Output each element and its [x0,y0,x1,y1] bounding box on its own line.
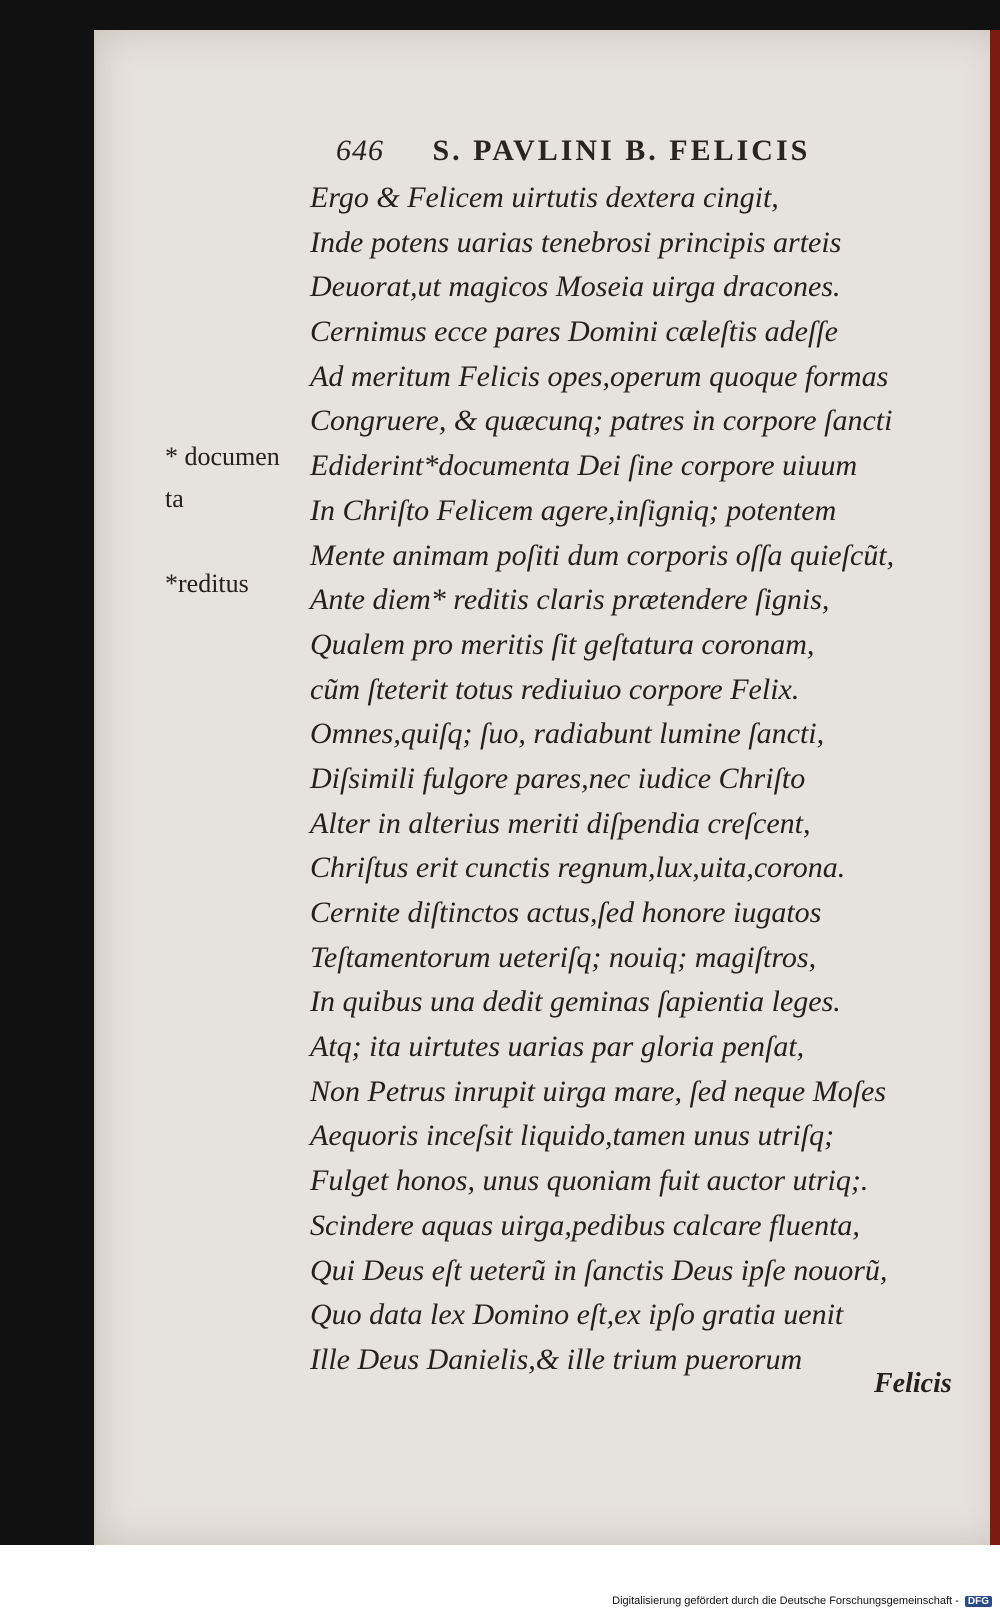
verse-line: Ad meritum Felicis opes,operum quoque formas [310,359,889,393]
verse-line: Ergo & Felicem uirtutis dextera cingit, [310,181,779,214]
margin-note-reditus: *reditus [165,569,249,598]
verse-line: Mente animam poſiti dum corporis oſſa quieſcũt, [310,538,895,572]
verse-line: Teſtamentorum ueteriſq; nouiq; magiſtros, [310,940,817,974]
dfg-logo[interactable]: DFG [965,1596,992,1607]
verse-line: Deuorat,ut magicos Moseia uirga dracones. [310,270,841,304]
catchword: Felicis [874,1368,952,1399]
digitization-credit [612,1595,992,1607]
verse-block [310,176,990,1383]
binding-edge [990,30,1000,1545]
margin-note-documenta: * documen [165,442,280,471]
verse-line: Congruere, & quæcunq; patres in corpore ſancti [310,404,893,438]
verse-line: Qui Deus eſt ueterũ in ſanctis Deus ipſe nouorũ, [310,1253,888,1287]
verse-line: cũm ſteterit totus rediuiuo corpore Felix. [310,672,800,706]
verse-line: Qualem pro meritis ſit geſtatura coronam, [310,627,815,661]
verse-line: Diſsimili fulgore pares,nec iudice Chriſto [310,761,806,795]
verse-line: In Chriſto Felicem agere,inſigniq; potentem [310,493,837,527]
verse-line: Aequoris inceſsit liquido,tamen unus utriſq; [310,1119,835,1153]
verse-line: Scindere aquas uirga,pedibus calcare fluenta, [310,1208,860,1242]
verse-line: Alter in alterius meriti diſpendia creſcent, [310,806,811,840]
verse-line: In quibus una dedit geminas ſapientia leges. [310,985,841,1019]
verse-line: Chriſtus erit cunctis regnum,lux,uita,corona. [310,851,846,885]
running-head: S. PAVLINI B. FELICIS [432,134,811,167]
credit-text: Digitalisierung gefördert durch die Deutsche Forschungsgemeinschaft - [612,1595,959,1607]
verse-line: Cernite diſtinctos actus,ſed honore iugatos [310,896,822,929]
page-number: 646 [336,134,384,167]
verse-line: Inde potens uarias tenebrosi principis arteis [310,225,842,259]
verse-line: Ille Deus Danielis,& ille trium puerorum [310,1342,803,1376]
footer-band [0,1545,1000,1611]
page-header [336,134,896,168]
verse-line: Fulget honos, unus quoniam fuit auctor utriq;. [310,1164,869,1198]
verse-line: Atq; ita uirtutes uarias par gloria penſat, [310,1030,805,1064]
verse-line: Omnes,quiſq; ſuo, radiabunt lumine ſancti, [310,717,825,751]
verse-line: Ediderint*documenta Dei ſine corpore uiuum [310,449,858,483]
margin-note-documenta-cont: ta [165,484,184,513]
verse-line: Cernimus ecce pares Domini cæleſtis adeſſe [310,315,838,349]
verse-line: Quo data lex Domino eſt,ex ipſo gratia uenit [310,1298,844,1332]
verse-line: Non Petrus inrupit uirga mare, ſed neque Moſes [310,1074,887,1108]
verse-line: Ante diem* reditis claris prætendere ſignis, [310,583,830,617]
